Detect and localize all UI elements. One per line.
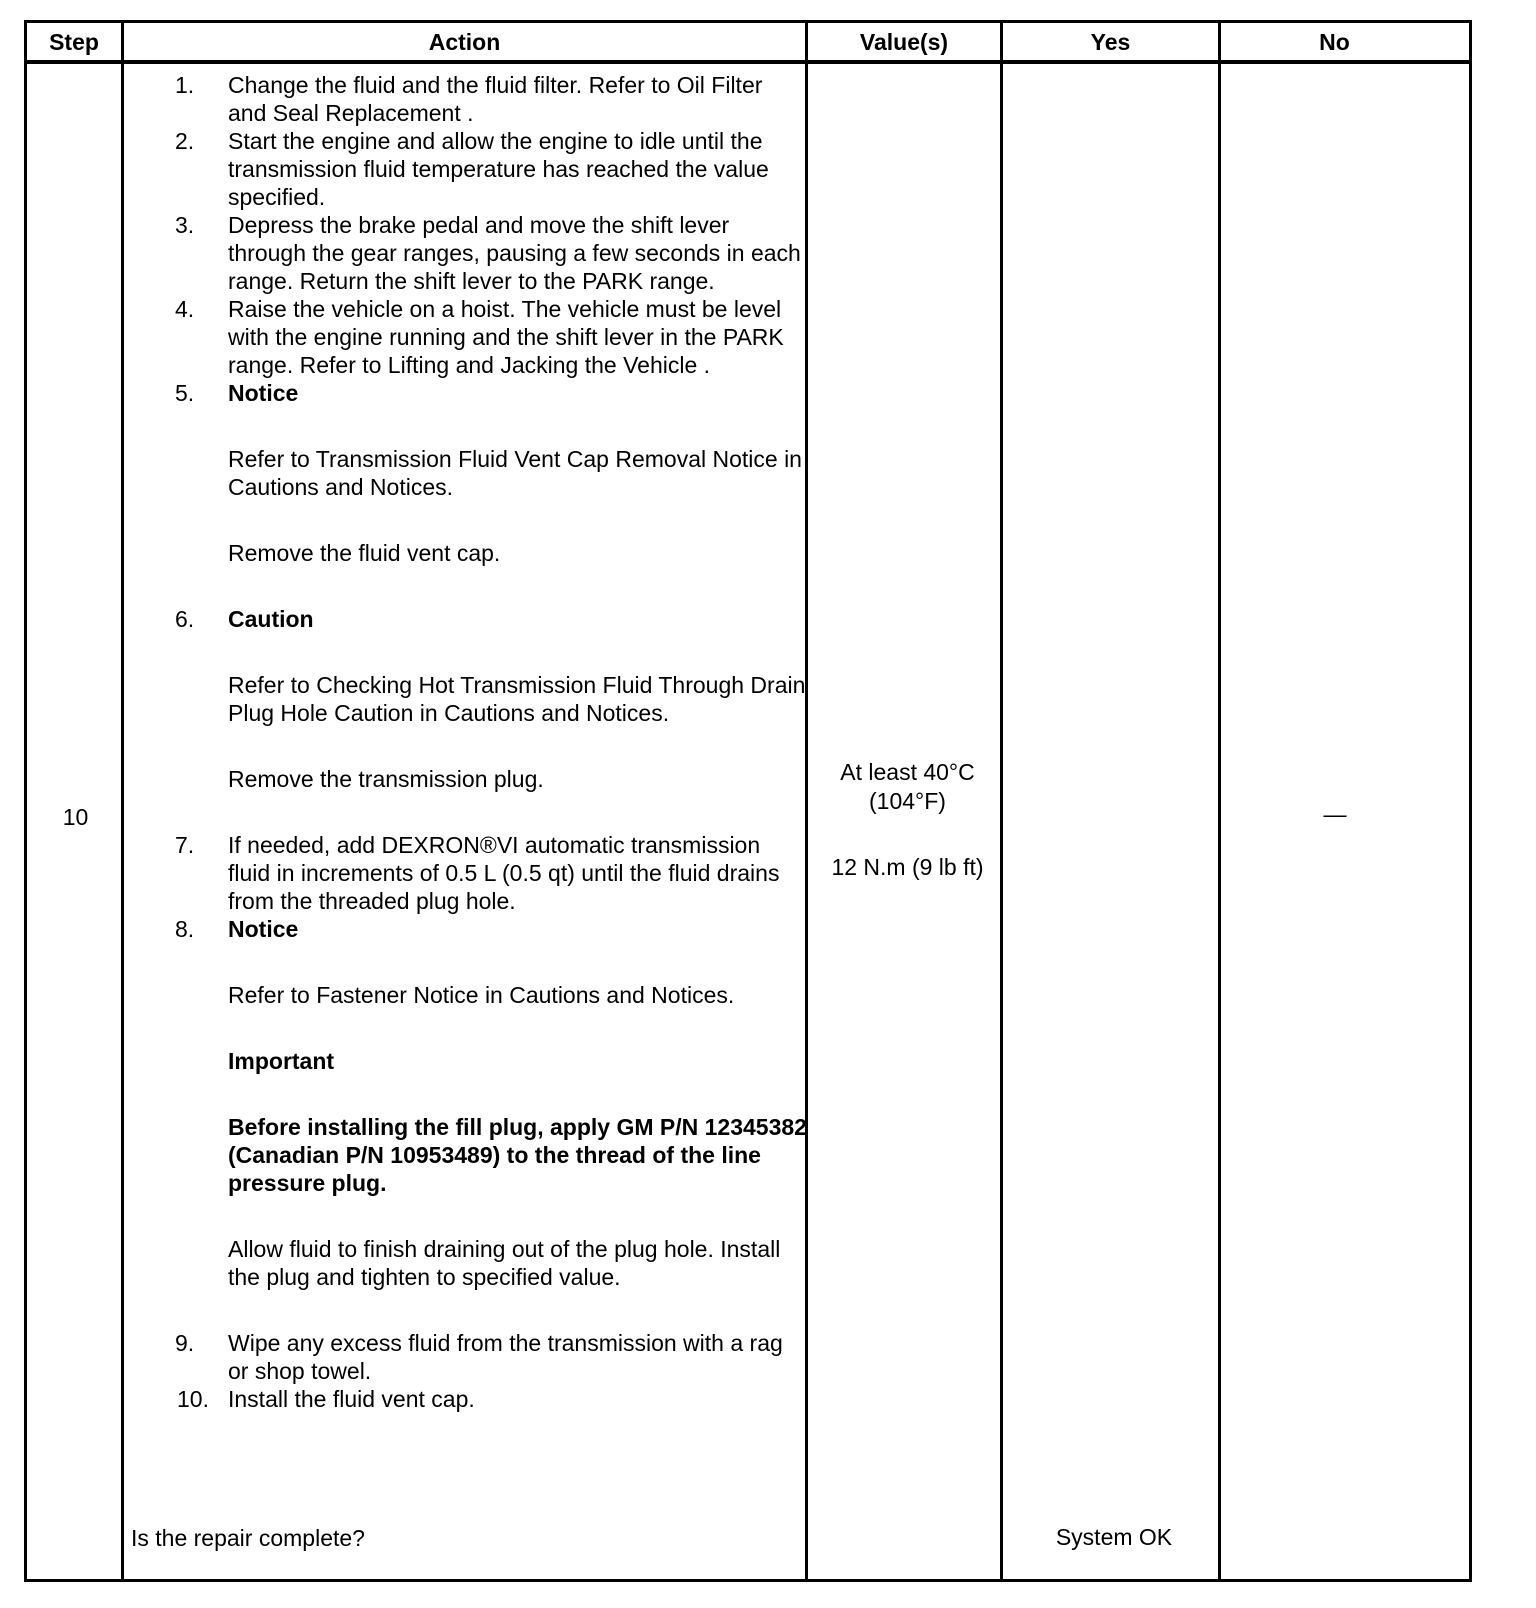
action-item-1 (127, 71, 807, 127)
action-item-text: Raise the vehicle on a hoist. The vehicle must be level with the engine running and the shift lever in the PARK range. Refer to Lifting and Jacking the Vehicle . (228, 296, 784, 378)
caution-text: Refer to Checking Hot Transmission Fluid Through Drain Plug Hole Caution in Cautions and Notices. (228, 672, 806, 726)
action-item-3 (127, 211, 807, 295)
action-item-10 (127, 1385, 807, 1413)
repair-complete-question: Is the repair complete? (131, 1525, 365, 1551)
action-item-8 (127, 915, 807, 1329)
column-divider-step (121, 23, 124, 1579)
important-text: Before installing the fill plug, apply GM P/N 12345382 (Canadian P/N 10953489) to the thread of the line pressure plug. (228, 1114, 807, 1196)
action-item-number: 10. (177, 1386, 209, 1412)
temperature-value-fahrenheit: (104°F) (869, 788, 946, 814)
no-result: — (1323, 801, 1347, 827)
header-yes: Yes (1090, 29, 1131, 55)
action-item-2 (127, 127, 807, 211)
action-item-number: 2. (175, 128, 195, 154)
action-item-number: 4. (175, 296, 195, 322)
header-values: Value(s) (859, 29, 949, 55)
diagnostic-table (24, 20, 1472, 1582)
action-item-number: 6. (175, 606, 195, 632)
notice-text: Refer to Transmission Fluid Vent Cap Removal Notice in Cautions and Notices. (228, 446, 802, 500)
notice-text: Refer to Fastener Notice in Cautions and Notices. (228, 982, 735, 1008)
header-action: Action (428, 29, 501, 55)
notice-heading: Notice (228, 916, 299, 942)
important-heading: Important (228, 1048, 335, 1074)
action-item-9 (127, 1329, 807, 1385)
header-step: Step (49, 29, 99, 55)
header-no: No (1319, 29, 1350, 55)
action-item-text: Change the fluid and the fluid filter. Refer to Oil Filter and Seal Replacement . (228, 72, 763, 126)
action-instruction: Allow fluid to finish draining out of the plug hole. Install the plug and tighten to specified value. (228, 1236, 781, 1290)
action-item-text: Start the engine and allow the engine to idle until the transmission fluid temperature has reached the value specified. (228, 128, 769, 210)
temperature-value: At least 40°C (840, 759, 975, 785)
action-item-text: Depress the brake pedal and move the shift lever through the gear ranges, pausing a few seconds in each range. Return the shift lever to the PARK range. (228, 212, 801, 294)
header-divider (27, 60, 1469, 64)
action-item-number: 5. (175, 380, 195, 406)
action-item-text: Install the fluid vent cap. (228, 1386, 475, 1412)
action-instruction: Remove the fluid vent cap. (228, 540, 501, 566)
action-item-number: 7. (175, 832, 195, 858)
action-item-number: 3. (175, 212, 195, 238)
values-cell (810, 758, 1005, 882)
notice-heading: Notice (228, 380, 299, 406)
caution-heading: Caution (228, 606, 314, 632)
action-item-number: 8. (175, 916, 195, 942)
torque-value: 12 N.m (9 lb ft) (831, 854, 984, 880)
step-number: 10 (62, 804, 89, 830)
action-item-7 (127, 831, 807, 915)
action-instruction: Remove the transmission plug. (228, 766, 544, 792)
action-item-text: If needed, add DEXRON®VI automatic transmission fluid in increments of 0.5 L (0.5 qt) until the fluid drains from the threaded plug hole. (228, 832, 780, 914)
action-item-4 (127, 295, 807, 379)
action-item-text: Wipe any excess fluid from the transmission with a rag or shop towel. (228, 1330, 783, 1384)
yes-result: System OK (1055, 1524, 1173, 1550)
action-item-5 (127, 379, 807, 605)
action-list (127, 71, 807, 1413)
column-divider-yes (1218, 23, 1221, 1579)
action-item-number: 1. (175, 72, 195, 98)
action-item-6 (127, 605, 807, 831)
action-item-number: 9. (175, 1330, 195, 1356)
